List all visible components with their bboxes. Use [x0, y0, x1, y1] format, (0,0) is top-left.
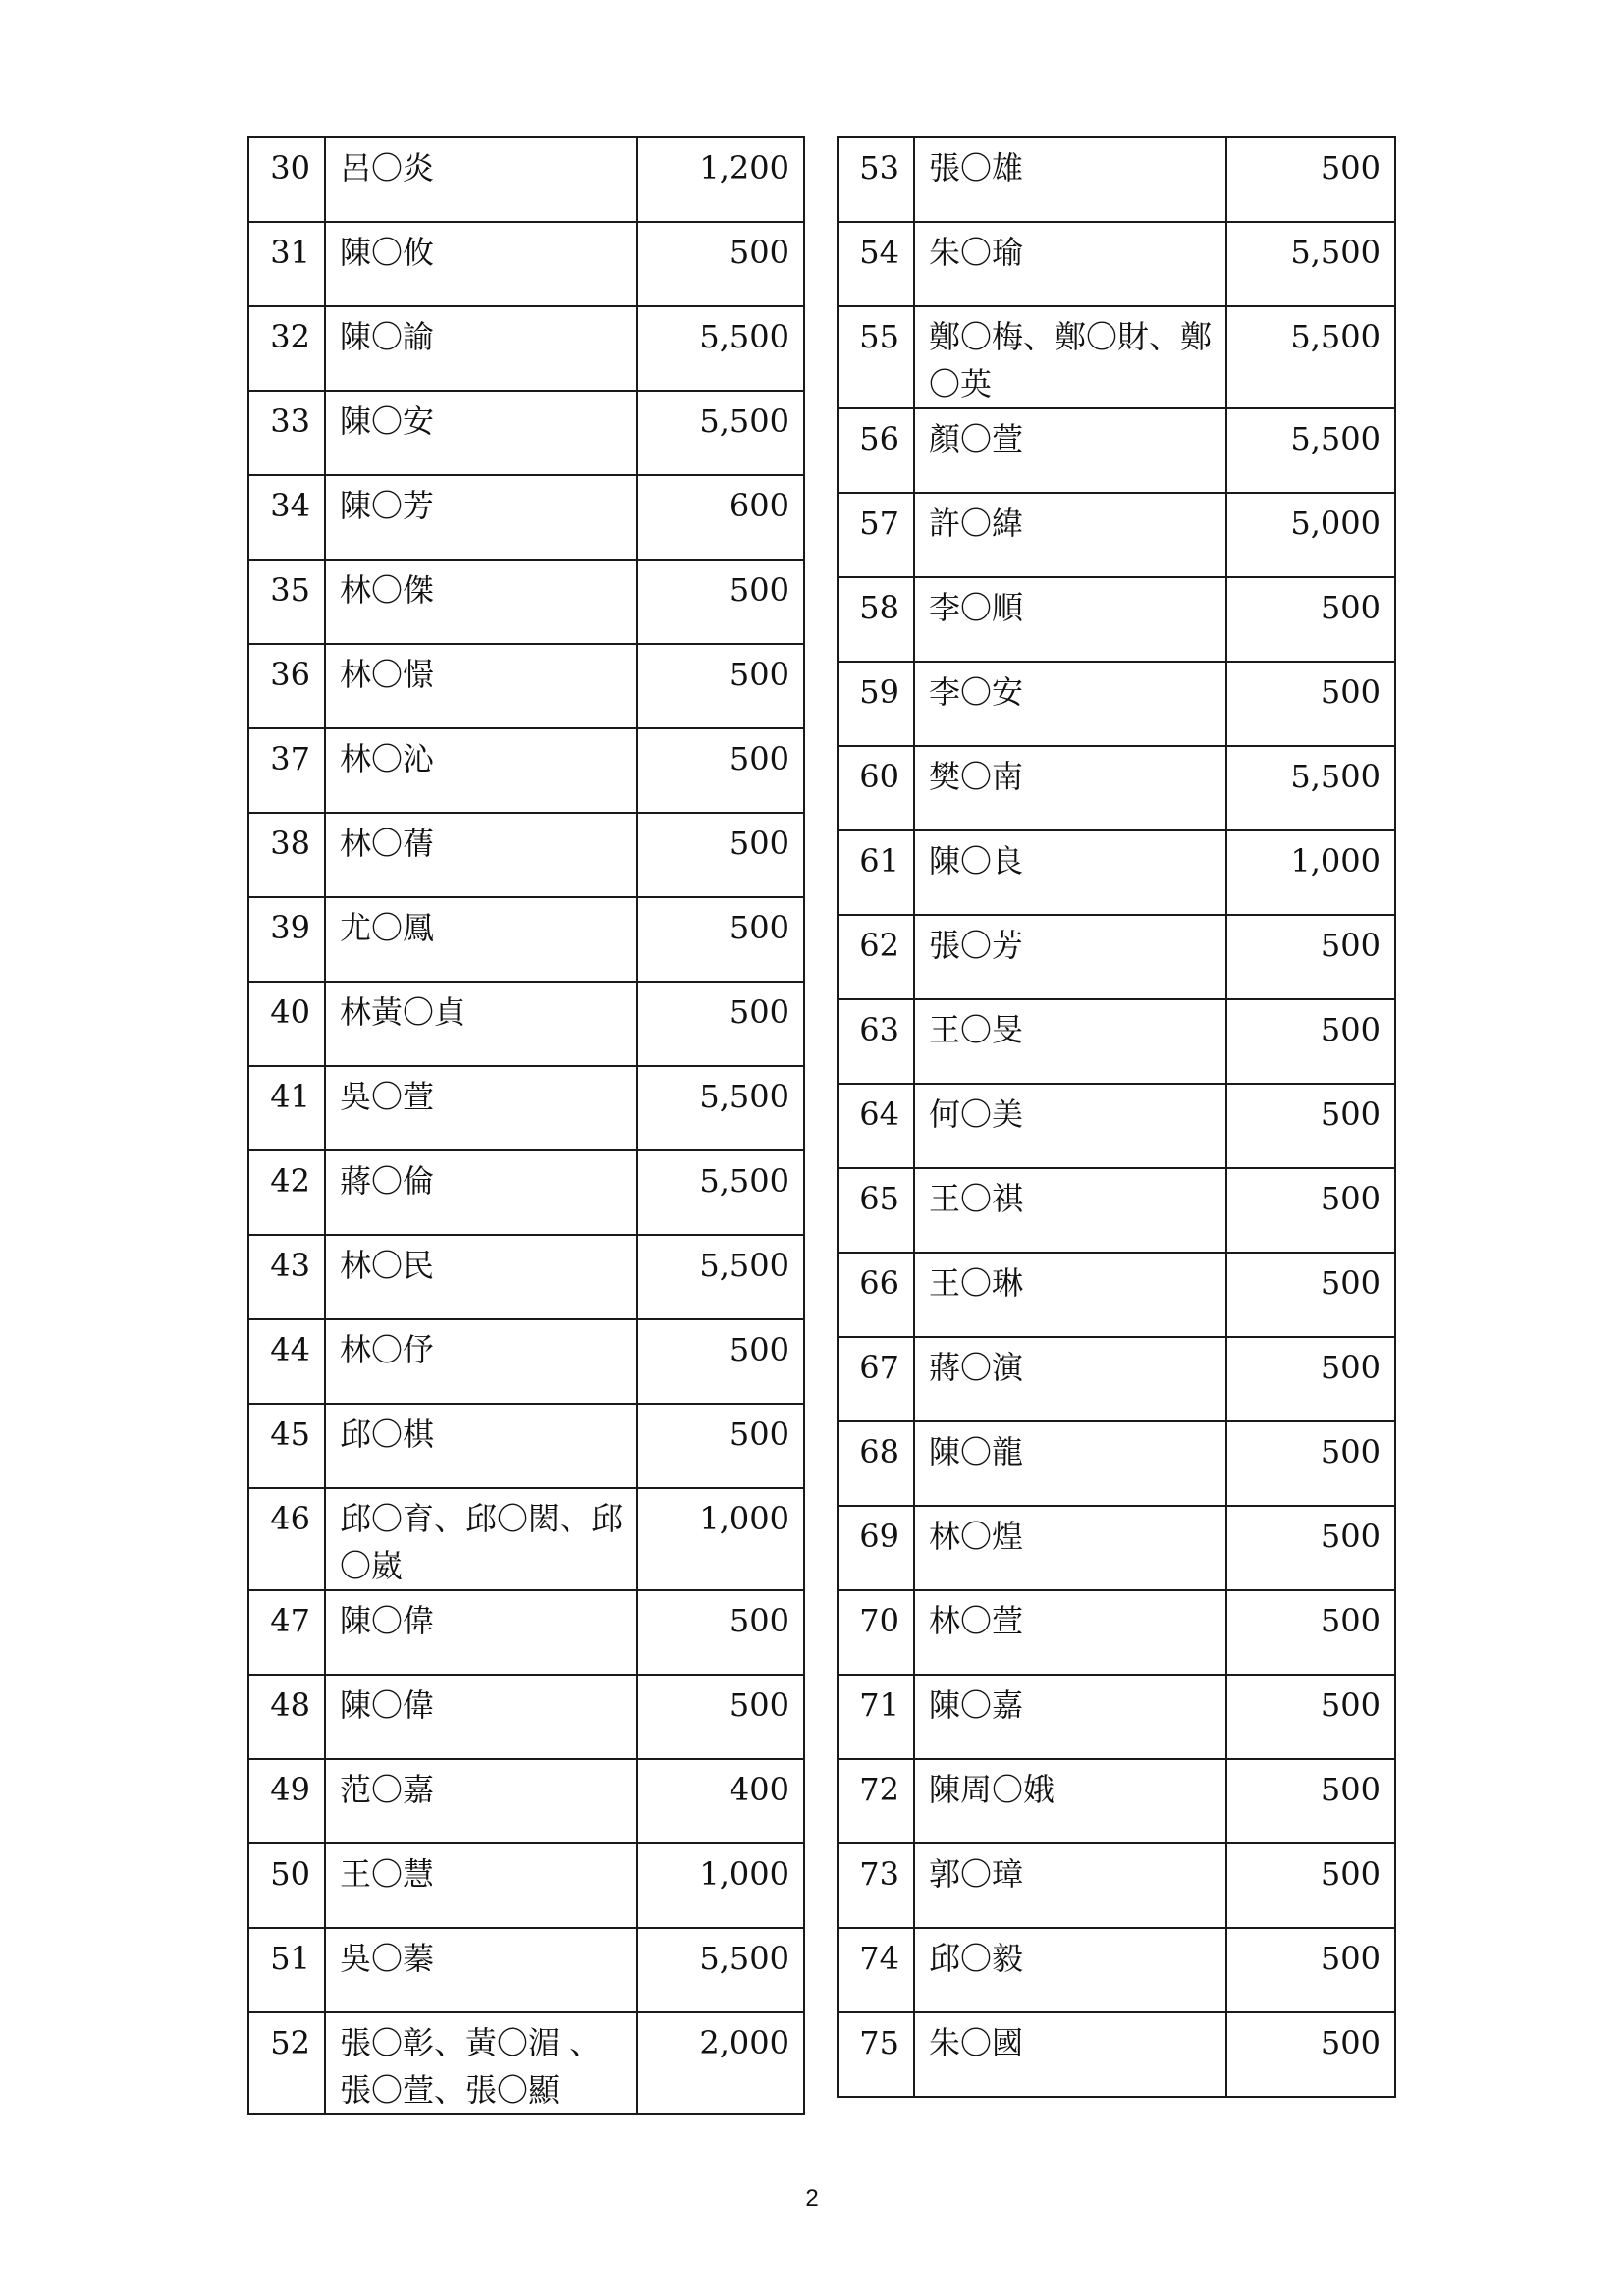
- row-number: 68: [838, 1421, 914, 1506]
- table-row: [248, 1928, 804, 2012]
- donor-name: 呂〇炎: [325, 137, 637, 222]
- table-row: [838, 408, 1395, 493]
- row-number: 43: [248, 1235, 325, 1319]
- donor-name: 鄭〇梅、鄭〇財、鄭〇英: [914, 306, 1226, 408]
- table-row: [838, 1084, 1395, 1168]
- donor-name: 吳〇萱: [325, 1066, 637, 1150]
- donation-amount: 5,500: [637, 306, 804, 391]
- table-row: [248, 644, 804, 728]
- donation-amount: 5,500: [1226, 222, 1395, 306]
- donation-amount: 500: [637, 897, 804, 982]
- donor-name: 林〇傑: [325, 560, 637, 644]
- donation-amount: 500: [1226, 577, 1395, 662]
- row-number: 47: [248, 1590, 325, 1675]
- donor-name: 張〇雄: [914, 137, 1226, 222]
- table-row: [838, 137, 1395, 222]
- donation-amount: 500: [1226, 1506, 1395, 1590]
- table-row: [248, 1404, 804, 1488]
- row-number: 52: [248, 2012, 325, 2114]
- row-number: 50: [248, 1843, 325, 1928]
- donation-amount: 500: [637, 1590, 804, 1675]
- table-row: [248, 137, 804, 222]
- donor-name: 陳〇諭: [325, 306, 637, 391]
- table-row: [248, 1590, 804, 1675]
- donor-name: 林〇憬: [325, 644, 637, 728]
- row-number: 34: [248, 475, 325, 560]
- donation-amount: 5,500: [637, 391, 804, 475]
- donation-amount: 500: [1226, 1337, 1395, 1421]
- donation-amount: 5,500: [637, 1235, 804, 1319]
- donor-name: 樊〇南: [914, 746, 1226, 830]
- donation-amount: 500: [637, 644, 804, 728]
- row-number: 73: [838, 1843, 914, 1928]
- table-row: [248, 306, 804, 391]
- row-number: 75: [838, 2012, 914, 2097]
- donation-amount: 500: [1226, 662, 1395, 746]
- donor-name: 林〇伃: [325, 1319, 637, 1404]
- donation-amount: 5,500: [1226, 408, 1395, 493]
- donor-name: 王〇慧: [325, 1843, 637, 1928]
- donation-amount: 500: [1226, 1928, 1395, 2012]
- donor-name: 林黃〇貞: [325, 982, 637, 1066]
- donation-amount: 500: [1226, 1843, 1395, 1928]
- row-number: 39: [248, 897, 325, 982]
- table-row: [838, 1675, 1395, 1759]
- donation-amount: 5,500: [637, 1928, 804, 2012]
- donor-table-right: [837, 136, 1396, 2098]
- row-number: 66: [838, 1253, 914, 1337]
- page-number: 2: [805, 2185, 819, 2212]
- donor-table-left: [247, 136, 805, 2115]
- row-number: 30: [248, 137, 325, 222]
- donor-name: 陳〇偉: [325, 1675, 637, 1759]
- row-number: 63: [838, 999, 914, 1084]
- donor-name: 李〇順: [914, 577, 1226, 662]
- donor-name: 許〇緯: [914, 493, 1226, 577]
- row-number: 32: [248, 306, 325, 391]
- donor-name: 吳〇蓁: [325, 1928, 637, 2012]
- donor-name: 陳周〇娥: [914, 1759, 1226, 1843]
- row-number: 33: [248, 391, 325, 475]
- donation-amount: 500: [1226, 137, 1395, 222]
- row-number: 70: [838, 1590, 914, 1675]
- donor-name: 林〇煌: [914, 1506, 1226, 1590]
- row-number: 59: [838, 662, 914, 746]
- row-number: 65: [838, 1168, 914, 1253]
- donation-amount: 5,500: [637, 1150, 804, 1235]
- table-row: [248, 222, 804, 306]
- table-row: [248, 1066, 804, 1150]
- table-row: [838, 493, 1395, 577]
- table-row: [838, 1506, 1395, 1590]
- donation-amount: 1,000: [1226, 830, 1395, 915]
- donor-name: 邱〇育、邱〇閎、邱〇崴: [325, 1488, 637, 1590]
- donation-amount: 500: [1226, 1421, 1395, 1506]
- donor-name: 邱〇棋: [325, 1404, 637, 1488]
- table-row: [838, 1843, 1395, 1928]
- table-row: [838, 1168, 1395, 1253]
- row-number: 53: [838, 137, 914, 222]
- donor-name: 王〇琳: [914, 1253, 1226, 1337]
- donor-name: 范〇嘉: [325, 1759, 637, 1843]
- donor-name: 陳〇芳: [325, 475, 637, 560]
- donor-name: 尤〇鳳: [325, 897, 637, 982]
- table-row: [248, 1488, 804, 1590]
- table-row: [838, 2012, 1395, 2097]
- donor-name: 林〇民: [325, 1235, 637, 1319]
- donor-name: 蔣〇演: [914, 1337, 1226, 1421]
- donor-name: 林〇蒨: [325, 813, 637, 897]
- table-row: [248, 1235, 804, 1319]
- table-row: [248, 897, 804, 982]
- donation-amount: 500: [637, 222, 804, 306]
- donor-name: 朱〇瑜: [914, 222, 1226, 306]
- row-number: 61: [838, 830, 914, 915]
- table-row: [838, 1759, 1395, 1843]
- table-row: [838, 746, 1395, 830]
- table-row: [248, 1319, 804, 1404]
- row-number: 62: [838, 915, 914, 999]
- table-row: [838, 1253, 1395, 1337]
- donation-amount: 500: [637, 560, 804, 644]
- row-number: 31: [248, 222, 325, 306]
- donor-name: 張〇芳: [914, 915, 1226, 999]
- table-row: [248, 1843, 804, 1928]
- row-number: 38: [248, 813, 325, 897]
- table-row: [248, 1150, 804, 1235]
- row-number: 60: [838, 746, 914, 830]
- row-number: 42: [248, 1150, 325, 1235]
- table-row: [248, 1675, 804, 1759]
- donor-name: 王〇祺: [914, 1168, 1226, 1253]
- donor-name: 林〇沁: [325, 728, 637, 813]
- table-row: [838, 1928, 1395, 2012]
- donor-name: 李〇安: [914, 662, 1226, 746]
- row-number: 74: [838, 1928, 914, 2012]
- donor-name: 郭〇璋: [914, 1843, 1226, 1928]
- table-row: [248, 813, 804, 897]
- donor-name: 陳〇嘉: [914, 1675, 1226, 1759]
- row-number: 51: [248, 1928, 325, 2012]
- row-number: 37: [248, 728, 325, 813]
- row-number: 40: [248, 982, 325, 1066]
- donation-amount: 500: [637, 1675, 804, 1759]
- donor-name: 陳〇良: [914, 830, 1226, 915]
- donor-name: 張〇彰、黃〇湄 、張〇萱、張〇顯: [325, 2012, 637, 2114]
- row-number: 55: [838, 306, 914, 408]
- donation-amount: 500: [1226, 1253, 1395, 1337]
- donation-amount: 500: [1226, 1084, 1395, 1168]
- table-row: [838, 662, 1395, 746]
- row-number: 64: [838, 1084, 914, 1168]
- row-number: 58: [838, 577, 914, 662]
- donor-name: 陳〇安: [325, 391, 637, 475]
- table-row: [838, 577, 1395, 662]
- table-row: [838, 222, 1395, 306]
- donation-amount: 500: [637, 1319, 804, 1404]
- donor-name: 王〇旻: [914, 999, 1226, 1084]
- donor-name: 陳〇龍: [914, 1421, 1226, 1506]
- row-number: 54: [838, 222, 914, 306]
- table-row: [838, 915, 1395, 999]
- donation-amount: 500: [1226, 1590, 1395, 1675]
- table-row: [248, 728, 804, 813]
- row-number: 41: [248, 1066, 325, 1150]
- row-number: 45: [248, 1404, 325, 1488]
- table-row: [248, 1759, 804, 1843]
- donation-amount: 600: [637, 475, 804, 560]
- row-number: 44: [248, 1319, 325, 1404]
- row-number: 71: [838, 1675, 914, 1759]
- donation-amount: 500: [1226, 915, 1395, 999]
- row-number: 36: [248, 644, 325, 728]
- donation-amount: 500: [1226, 1759, 1395, 1843]
- row-number: 67: [838, 1337, 914, 1421]
- table-row: [248, 982, 804, 1066]
- donor-name: 何〇美: [914, 1084, 1226, 1168]
- table-row: [838, 830, 1395, 915]
- table-row: [248, 391, 804, 475]
- donation-amount: 500: [637, 813, 804, 897]
- donation-amount: 400: [637, 1759, 804, 1843]
- table-row: [248, 2012, 804, 2114]
- row-number: 35: [248, 560, 325, 644]
- donation-amount: 5,000: [1226, 493, 1395, 577]
- donation-amount: 2,000: [637, 2012, 804, 2114]
- row-number: 49: [248, 1759, 325, 1843]
- donor-name: 朱〇國: [914, 2012, 1226, 2097]
- row-number: 57: [838, 493, 914, 577]
- donor-name: 邱〇毅: [914, 1928, 1226, 2012]
- row-number: 46: [248, 1488, 325, 1590]
- table-row: [838, 1421, 1395, 1506]
- donation-amount: 500: [637, 982, 804, 1066]
- donor-name: 蔣〇倫: [325, 1150, 637, 1235]
- donation-amount: 1,000: [637, 1488, 804, 1590]
- donation-amount: 500: [637, 728, 804, 813]
- donation-amount: 500: [637, 1404, 804, 1488]
- donor-name: 顏〇萱: [914, 408, 1226, 493]
- donation-amount: 500: [1226, 1168, 1395, 1253]
- table-row: [838, 1590, 1395, 1675]
- row-number: 48: [248, 1675, 325, 1759]
- donation-amount: 5,500: [1226, 306, 1395, 408]
- table-row: [248, 560, 804, 644]
- row-number: 56: [838, 408, 914, 493]
- donation-amount: 1,000: [637, 1843, 804, 1928]
- donation-amount: 1,200: [637, 137, 804, 222]
- row-number: 72: [838, 1759, 914, 1843]
- donation-amount: 500: [1226, 2012, 1395, 2097]
- table-row: [838, 999, 1395, 1084]
- row-number: 69: [838, 1506, 914, 1590]
- donation-amount: 5,500: [637, 1066, 804, 1150]
- donor-name: 陳〇攸: [325, 222, 637, 306]
- donor-name: 林〇萱: [914, 1590, 1226, 1675]
- table-row: [248, 475, 804, 560]
- donation-amount: 500: [1226, 1675, 1395, 1759]
- table-row: [838, 1337, 1395, 1421]
- donation-amount: 500: [1226, 999, 1395, 1084]
- donation-amount: 5,500: [1226, 746, 1395, 830]
- table-row: [838, 306, 1395, 408]
- donor-name: 陳〇偉: [325, 1590, 637, 1675]
